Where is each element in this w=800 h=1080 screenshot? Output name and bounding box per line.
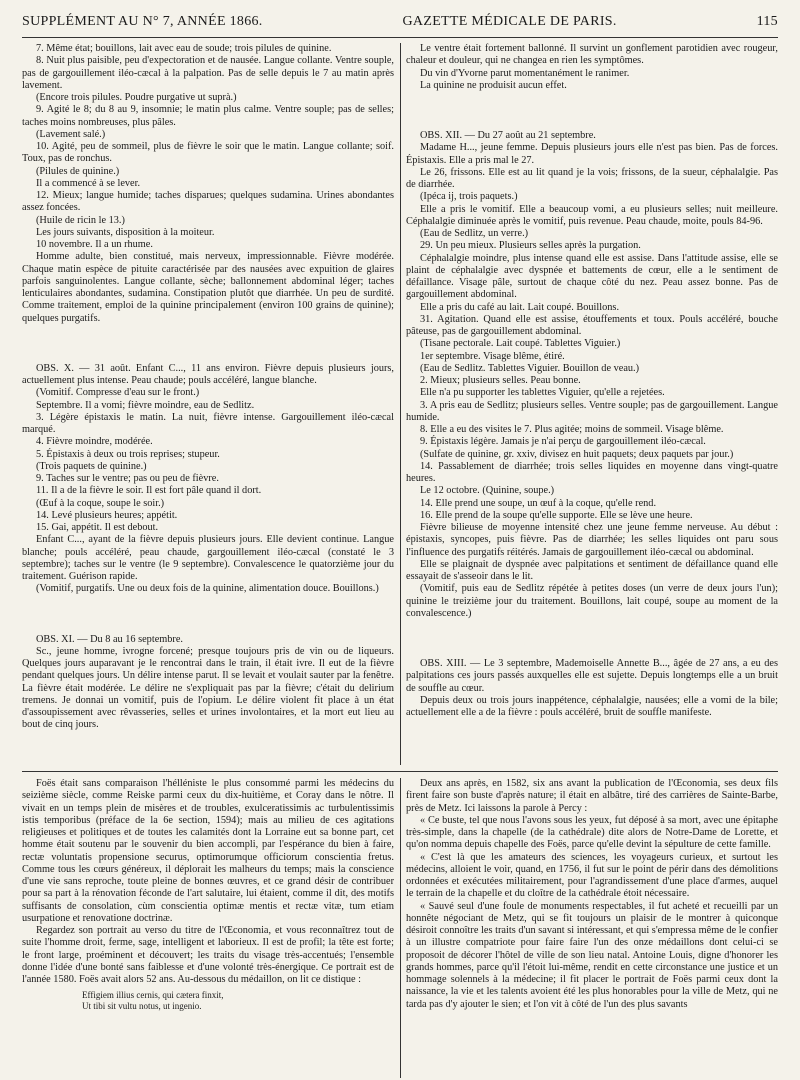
paragraph: 4. Fièvre moindre, modérée. bbox=[36, 436, 153, 448]
paragraph: Le ventre était fortement ballonné. Il survint un gonflement parotidien avec rougeur, chaleur et douleur, qui ne changea en rien les symptômes. bbox=[406, 43, 778, 67]
paragraph: (Vomitif. Compresse d'eau sur le front.) bbox=[36, 387, 200, 399]
paragraph: 11. Il a de la fièvre le soir. Il est fort pâle quand il dort. bbox=[36, 485, 262, 497]
paragraph: (Eau de Sedlitz. Tablettes Viguier. Bouillon de veau.) bbox=[420, 362, 640, 374]
verse-line: Ut tibi sit vultu notus, ut ingenio. bbox=[82, 1001, 202, 1012]
paragraph: 10. Agité, peu de sommeil, plus de fièvre le soir que le matin. Langue collante; soif. Toux, pas de ronchus. bbox=[22, 141, 394, 165]
paragraph: 16. Elle prend de la soupe qu'elle supporte. Elle se lève une heure. bbox=[420, 509, 693, 521]
paragraph: (Trois paquets de quinine.) bbox=[36, 460, 147, 472]
paragraph: (Tisane pectorale. Lait coupé. Tablettes Viguier.) bbox=[420, 338, 621, 350]
paragraph: Septembre. Il a vomi; fièvre moindre, eau de Sedlitz. bbox=[36, 399, 255, 411]
paragraph: Les jours suivants, disposition à la moiteur. bbox=[36, 226, 215, 238]
paragraph: « C'est là que les amateurs des sciences, les voyageurs curieux, et surtout les médecins, alloient le voir, quand, en 1756, il fut sur le point de périr dans des démolitions ordonnées et exécutées militairement, pour l'agrandissement d'une place d'armes, auquel le terrain de la chapelle et du cloître de la cathédrale étoit nécessaire. bbox=[406, 851, 778, 900]
paragraph: Homme adulte, bien constitué, mais nerveux, impressionnable. Fièvre modérée. Chaque matin espèce de pituite caractérisée par des nausées avec expuition de glaires parfois sanguinolentes. Langue collante, sèche; ballonnement abdominal léger; taches lenticulaires abondantes, sudamina. Constipation plutôt que diarrhée. Un peu de surdité. Comme traitement, emploi de la quinine principalement (environ 100 grains de quinine); quelques purgatifs. bbox=[22, 251, 394, 324]
paragraph: Céphalalgie moindre, plus intense quand elle est assise. Dans l'attitude assise, elle se plaint de céphalalgie avec dyspnée et battements de cœur, elle a le sentiment de défaillance. Visage pâle, surtout de chaque côté du nez. Peau assez bonne. Pas de gargouillement abdominal. bbox=[406, 252, 778, 301]
paragraph: OBS. XII. — Du 27 août au 21 septembre. bbox=[420, 130, 596, 141]
header-journal-title: GAZETTE MÉDICALE DE PARIS. bbox=[402, 14, 617, 29]
paragraph: 9. Épistaxis légère. Jamais je n'ai perçu de gargouillement iléo-cæcal. bbox=[420, 436, 706, 448]
column-divider bbox=[400, 778, 401, 1078]
paragraph: (Eau de Sedlitz, un verre.) bbox=[420, 228, 529, 239]
bottom-left-column bbox=[22, 778, 394, 1078]
paragraph: 29. Un peu mieux. Plusieurs selles après la purgation. bbox=[420, 240, 641, 252]
paragraph: Regardez son portrait au verso du titre de l'Œconomia, et vous reconnaîtrez tout de suite l'homme droit, ferme, sage, intelligent et laborieux. Il est de profil; la tête est forte; le front large, proéminent et découvert; les traits du visage très-accentués; l'ensemble donne l'idée d'une bonté sans faiblesse et d'une volonté très-énergique. Ce portrait est de l'année 1580. Foës avait alors 52 ans. Au-dessous du médaillon, on lit ce distique : bbox=[22, 925, 394, 985]
column-divider bbox=[400, 43, 401, 765]
paragraph-gap bbox=[406, 636, 778, 642]
paragraph: 3. A pris eau de Sedlitz; plusieurs selles. Ventre souple; pas de gargouillement. Langue humide. bbox=[406, 399, 778, 423]
paragraph: (Huile de ricin le 13.) bbox=[36, 214, 125, 226]
paragraph: Elle a pris du café au lait. Lait coupé. Bouillons. bbox=[420, 301, 620, 313]
paragraph-gap bbox=[406, 108, 778, 114]
top-section bbox=[22, 43, 778, 765]
paragraph: « Sauvé seul d'une foule de monuments respectables, il fut acheté et recueilli par un honnête négociant de Metz, qui se fit toujours un plaisir de le montrer à quiconque désiroit connoître les traits d'un savant si intéressant, et qui s'empressa même de le confier à un illustre compatriote pour faire faire l'un des onze médaillons dont celui-ci se proposoit de décorer l'hôtel de ville de son lieu natal. Antoine Louis, digne d'honorer les grands hommes, parce qu'il l'étoit lui-même, rendit en cette circonstance une justice et un hommage solennels à la médecine; il fit placer le portrait de Foës parmi ceux dont la naissance, la vie et les talents avoient été les plus honorables pour la ville de Metz, qui ne tarda pas d'y ajouter le sien; et l'on vit à côté de l'un des plus savants bbox=[406, 900, 778, 1010]
paragraph: 1er septembre. Visage blême, étiré. bbox=[420, 350, 565, 362]
paragraph: 14. Levé plusieurs heures; appétit. bbox=[36, 509, 178, 521]
paragraph: OBS. X. — 31 août. Enfant C..., 11 ans environ. Fièvre depuis plusieurs jours, actuellement plus intense. Peau chaude; pouls accéléré, langue blanche. bbox=[22, 362, 394, 386]
paragraph: Madame H..., jeune femme. Depuis plusieurs jours elle n'est pas bien. Pas de forces. Épistaxis. Elle a pris mal le 27. bbox=[406, 142, 778, 166]
paragraph: Le 26, frissons. Elle est au lit quand je la vois; frissons, de la sueur, céphalalgie. Pas de diarrhée. bbox=[406, 166, 778, 190]
paragraph: 15. Gai, appétit. Il est debout. bbox=[36, 522, 159, 533]
distich bbox=[22, 990, 394, 1012]
paragraph: 3. Légère épistaxis le matin. La nuit, fièvre intense. Gargouillement iléo-cæcal marqué. bbox=[22, 411, 394, 435]
paragraph: Du vin d'Yvorne parut momentanément le ranimer. bbox=[420, 67, 630, 79]
section-divider bbox=[22, 771, 778, 772]
paragraph: 14. Passablement de diarrhée; trois selles liquides en moyenne dans vingt-quatre heures. bbox=[406, 460, 778, 484]
paragraph: (Œuf à la coque, soupe le soir.) bbox=[36, 497, 165, 509]
page-header bbox=[22, 14, 778, 38]
paragraph: 31. Agitation. Quand elle est assise, étouffements et toux. Pouls accéléré, bouche pâteuse, pas de gargouillement abdominal. bbox=[406, 313, 778, 337]
verse-line: Effigiem illius cernis, qui cætera finxit, bbox=[82, 990, 224, 1001]
top-right-column bbox=[406, 43, 778, 765]
header-supplement: SUPPLÉMENT AU N° 7, ANNÉE 1866. bbox=[22, 14, 263, 29]
paragraph: Sc., jeune homme, ivrogne forcené; presque toujours pris de vin ou de liqueurs. Quelques jours auparavant je le rencontrai dans le train, il était ivre. Il eut de la fièvre pendant quelques jours. Un délire intense parut. Il se levait et voulait sauter par la fenêtre. La fièvre était modérée. Le délire ne s'expliquait pas par la fièvre; c'était du delirium tremens. Je donnai un vomitif, puis de l'opium. Le délire violent fit place à un état d'assoupissement avec rêvasseries, selles et urines involontaires, et la mort eut lieu au bout de cinq jours. bbox=[22, 645, 394, 731]
paragraph: 2. Mieux; plusieurs selles. Peau bonne. bbox=[420, 375, 581, 386]
paragraph-gap bbox=[22, 612, 394, 618]
header-page-number: 115 bbox=[756, 14, 778, 29]
bottom-right-column bbox=[406, 778, 778, 1078]
paragraph: (Ipéca ij, trois paquets.) bbox=[420, 191, 518, 203]
paragraph: Enfant C..., ayant de la fièvre depuis plusieurs jours. Elle devient continue. Langue blanche; pouls accéléré, peau chaude, gargouillement iléo-cæcal (constaté le 3 septembre); taches sur le ventre (le 9 septembre). Convalescence le quatorzième jour du traitement. Guérison rapide. bbox=[22, 534, 394, 582]
paragraph: Depuis deux ou trois jours inappétence, céphalalgie, nausées; elle a vomi de la bile; actuellement elle a de la fièvre : pouls accéléré, bruit de souffle manifeste. bbox=[406, 694, 778, 718]
paragraph: Deux ans après, en 1582, six ans avant la publication de l'Œconomia, ses deux fils firent faire son buste d'après nature; il était en albâtre, tiré des carrières de Sainte-Barbe, près de Metz. Ici laissons la parole à Percy : bbox=[406, 778, 778, 814]
paragraph: (Pilules de quinine.) bbox=[36, 165, 120, 177]
paragraph: (Vomitif, purgatifs. Une ou deux fois de la quinine, alimentation douce. Bouillons.) bbox=[36, 583, 379, 595]
paragraph: (Sulfate de quinine, gr. xxiv, divisez en huit paquets; deux paquets par jour.) bbox=[420, 448, 734, 460]
paragraph: Elle se plaignait de dyspnée avec palpitations et sentiment de défaillance quand elle essayait de s'asseoir dans le lit. bbox=[406, 558, 778, 582]
paragraph: « Ce buste, tel que nous l'avons sous les yeux, fut déposé à sa mort, avec une épitaphe très-simple, dans la chapelle (de la cathédrale) dite alors de Notre-Dame de Lorette, et qu'on nomma depuis chapelle des Foës, parce qu'elle devint la sépulture de cette famille. bbox=[406, 814, 778, 851]
paragraph: OBS. XI. — Du 8 au 16 septembre. bbox=[36, 633, 183, 645]
bottom-section bbox=[22, 778, 778, 1078]
paragraph: 5. Épistaxis à deux ou trois reprises; stupeur. bbox=[36, 448, 220, 460]
paragraph: Foës était sans comparaison l'hélléniste le plus consommé parmi les médecins du seizième siècle, comme Reiske parmi ceux du dix-huitième, et Coray dans le nôtre. Il vivait en un temps plein de misères et de troubles, exulceratissimis ac turbulentissimis istis temporibus (préface de la 6e section, 1594); mais au milieu de ces agitations religieuses et politiques et de toutes les calamités dont la Lorraine eut sa bonne part, cet homme était soutenu par le souvenir du bien accompli, par l'espérance du bien à faire, rectæ voluntatis propensione securus, optimorumque officiorum conscientia fretus. Comme tous les cœurs généreux, il déplorait les malheurs du temps; mais la conscience d'une vie sans reproche, toute pleine de bonnes œuvres, et ce grand désir de contribuer pour sa part à la rénovation féconde de l'art salutaire, lui étaient, comme il dit, des motifs suffisants de consolation, cùm conscientia optimæ mentis et rectæ vitæ, tum etiam usurpatione et renovatione doctrinæ. bbox=[22, 778, 394, 924]
paragraph: 9. Agité le 8; du 8 au 9, insomnie; le matin plus calme. Ventre souple; pas de selles; taches moins nombreuses, plus pâles. bbox=[22, 104, 394, 128]
paragraph: OBS. XIII. — Le 3 septembre, Mademoiselle Annette B..., âgée de 27 ans, a eu des palpitations ces jours passés auxquelles elle est sujette. Depuis longtemps elle a un bruit de souffle au cœur. bbox=[406, 658, 778, 694]
paragraph: 8. Elle a eu des visites le 7. Plus agitée; moins de sommeil. Visage blême. bbox=[420, 424, 724, 435]
paragraph: 14. Elle prend une soupe, un œuf à la coque, qu'elle rend. bbox=[420, 497, 657, 509]
paragraph: Fièvre bilieuse de moyenne intensité chez une jeune femme nerveuse. Au début : épistaxis, syncopes, puis fièvre. Pas de diarrhée; les selles liquides ont paru sous l'influence des purgatifs réitérés. Jamais de gargouillement iléo-cæcal ou abdominal. bbox=[406, 522, 778, 558]
paragraph-gap bbox=[22, 341, 394, 347]
paragraph: (Lavement salé.) bbox=[36, 128, 106, 140]
paragraph: 8. Nuit plus paisible, peu d'expectoration et de nausée. Langue collante. Ventre souple, pas de gargouillement iléo-cæcal à la palpation. Pas de selle depuis le 7 au matin après lavement. bbox=[22, 55, 394, 91]
paragraph: Elle a pris le vomitif. Elle a beaucoup vomi, a eu plusieurs selles; nuit meilleure. Céphalalgie diminuée après le vomitif, puis revenue. Peau chaude, moite, pouls 84-96. bbox=[406, 203, 778, 227]
paragraph: (Vomitif, puis eau de Sedlitz répétée à petites doses (un verre de deux jours l'un); quinine le treizième jour du traitement. Bouillons, lait coupé, soupe au moment de la convalescence.) bbox=[406, 583, 778, 619]
paragraph: (Encore trois pilules. Poudre purgative ut suprà.) bbox=[36, 92, 237, 103]
paragraph: 12. Mieux; langue humide; taches disparues; quelques sudamina. Urines abondantes assez foncées. bbox=[22, 190, 394, 214]
paragraph: 7. Même état; bouillons, lait avec eau de soude; trois pilules de quinine. bbox=[36, 43, 332, 54]
paragraph: Il a commencé à se lever. bbox=[36, 177, 141, 189]
paragraph: 9. Taches sur le ventre; pas ou peu de fièvre. bbox=[36, 473, 219, 484]
paragraph: 10 novembre. Il a un rhume. bbox=[36, 239, 153, 250]
paragraph: Le 12 octobre. (Quinine, soupe.) bbox=[420, 485, 555, 497]
top-left-column bbox=[22, 43, 394, 765]
paragraph: La quinine ne produisit aucun effet. bbox=[420, 79, 567, 91]
paragraph: Elle n'a pu supporter les tablettes Viguier, qu'elle a rejetées. bbox=[420, 387, 665, 399]
